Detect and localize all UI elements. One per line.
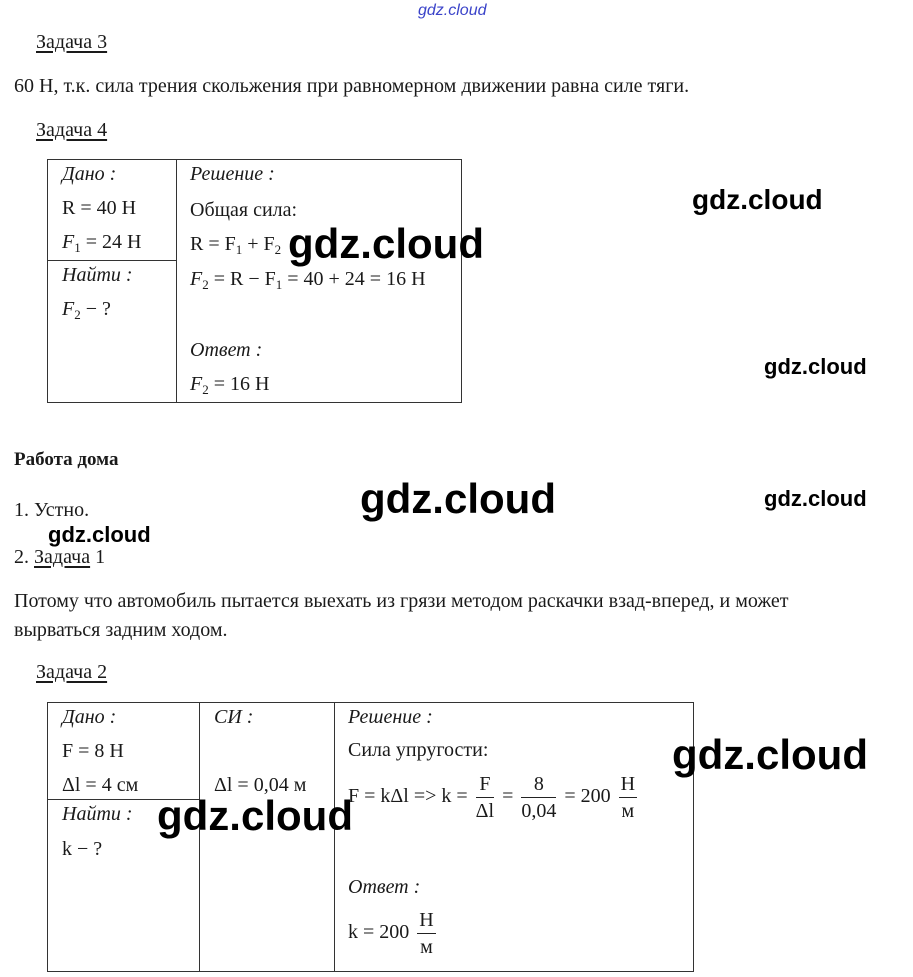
task4-answer: $F_2 = 16$ Н xyxy=(190,373,270,397)
task4-given-1: R = 40 Н xyxy=(62,197,137,219)
watermark: gdz.cloud xyxy=(288,220,484,267)
home-heading: Работа дома xyxy=(14,449,119,470)
task4-find-label: Найти : xyxy=(62,264,133,286)
task4-eq1: $R = F_1 + F_2$ xyxy=(190,233,282,257)
task4-eq2: $F_2 = R - F_1 = 40 + 24 = 16$ Н xyxy=(190,268,426,292)
task2-si-1: Δl = 0,04 м xyxy=(214,774,307,796)
task3-heading: Задача 3 xyxy=(36,31,108,53)
home-item1: 1. Устно. xyxy=(14,499,90,521)
home-para-line1: Потому что автомобиль пытается выехать из грязи методом раскачки взад-вперед, и может xyxy=(14,590,789,612)
task4-solution-line1: Общая сила: xyxy=(190,199,298,221)
task4-given-2: $F_1 = 24$ Н xyxy=(62,231,142,255)
task2-unit: $\frac{Н}{м}$ xyxy=(620,773,636,822)
watermark: gdz.cloud xyxy=(48,522,151,547)
task4-find-1: $F_2$ − ? xyxy=(62,298,111,322)
task2-si-label: СИ : xyxy=(214,706,254,728)
task2-given-label: Дано : xyxy=(62,706,117,728)
task2-find-1: k − ? xyxy=(62,838,103,860)
task4-answer-label: Ответ : xyxy=(190,339,263,361)
watermark: gdz.cloud xyxy=(692,184,823,215)
task2-solution-line1: Сила упругости: xyxy=(348,739,489,761)
watermark: gdz.cloud xyxy=(764,354,867,379)
task2-given-2: Δl = 4 см xyxy=(62,774,139,796)
task2-heading: Задача 2 xyxy=(36,661,108,683)
task4-heading: Задача 4 xyxy=(36,119,108,141)
task2-answer-label: Ответ : xyxy=(348,876,421,898)
task2-find-label: Найти : xyxy=(62,803,133,825)
task2-equation: F = kΔl => k = $\frac{F}{\Delta l}$ = $\frac{8}{0,04}$ = 200 $\frac{Н}{м}$ xyxy=(348,773,636,822)
watermark: gdz.cloud xyxy=(157,792,353,839)
task2-frac1: $\frac{F}{\Delta l}$ xyxy=(475,773,495,822)
task2-given-1: F = 8 Н xyxy=(62,740,124,762)
watermark-top: gdz.cloud xyxy=(418,2,487,19)
task2-frac2: $\frac{8}{0,04}$ xyxy=(521,773,557,822)
watermark: gdz.cloud xyxy=(672,731,868,778)
watermark: gdz.cloud xyxy=(764,486,867,511)
task2-answer: k = 200 $\frac{Н}{м}$ xyxy=(348,909,434,958)
home-para-line2: вырваться задним ходом. xyxy=(14,619,228,641)
home-item2: 2. Задача 1 xyxy=(14,546,106,568)
task3-text: 60 Н, т.к. сила трения скольжения при равномерном движении равна силе тяги. xyxy=(14,75,690,97)
task4-solution-label: Решение : xyxy=(190,163,275,185)
task4-table-divider xyxy=(176,159,177,403)
task2-answer-unit: $\frac{Н}{м}$ xyxy=(419,909,434,958)
task4-table-hdivider xyxy=(47,260,177,261)
task2-solution-label: Решение : xyxy=(348,706,433,728)
watermark: gdz.cloud xyxy=(360,475,556,522)
task4-given-label: Дано : xyxy=(62,163,117,185)
